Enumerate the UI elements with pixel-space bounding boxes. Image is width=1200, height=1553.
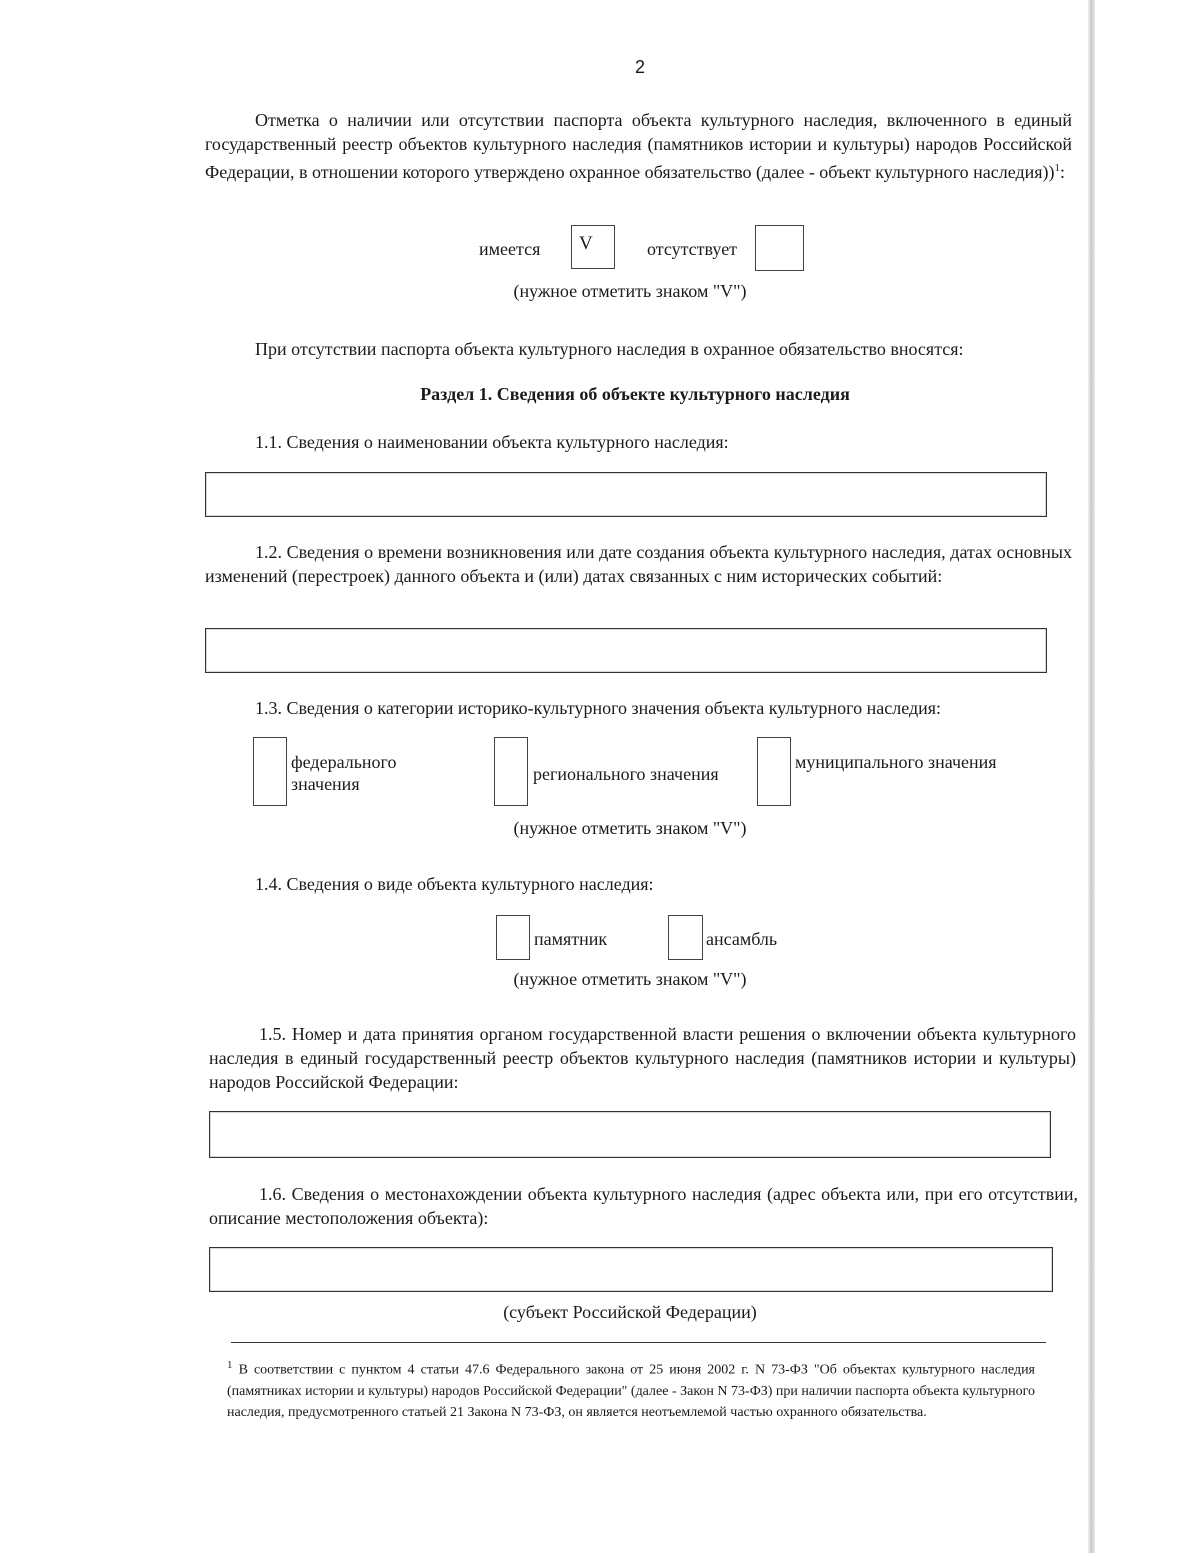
item-1-2-heading (205, 540, 1072, 588)
federal-checkbox[interactable] (253, 737, 287, 806)
item-1-2-field[interactable] (205, 628, 1047, 673)
passport-hint: (нужное отметить знаком "V") (513, 281, 747, 301)
passport-intro-paragraph: Отметка о наличии или отсутствии паспорта объекта культурного наследия, включенного в единый государственный реестр объектов культурного наследия (памятников истории и культуры) народов Российской Федерации, в отношении которого утверждено охранное обязательство (далее - объект культурного наследия))$^1$: (205, 110, 1072, 182)
section-1-title: Раздел 1. Сведения об объекте культурного наследия (420, 384, 850, 404)
passport-intro-text: Отметка о наличии или отсутствии паспорта объекта культурного наследия, включенного в единый государственный реестр объектов культурного наследия (памятников истории и культуры) народов Российской Федерации, в отношении которого утверждено охранное обязательство (далее - объект культурного наследия) (205, 110, 1072, 182)
item-1-5-text: 1.5. Номер и дата принятия органом государственной власти решения о включении объекта культурного наследия в единый государственный реестр объектов культурного наследия (памятников истории и культуры) народов Российской Федерации: (209, 1024, 1076, 1092)
footnote-mark: 1 (227, 1359, 233, 1371)
footnote-divider (231, 1342, 1046, 1343)
subject-caption: (субъект Российской Федерации) (503, 1302, 757, 1322)
item-1-5-field[interactable] (209, 1111, 1051, 1158)
item-1-2-text: 1.2. Сведения о времени возникновения или дате создания объекта культурного наследия, датах основных изменений (перестроек) данного объекта и (или) датах связанных с ним исторических событий: (205, 542, 1072, 586)
ensemble-label: ансамбль (706, 929, 778, 949)
monument-checkbox[interactable] (496, 915, 530, 960)
passport-intro-colon: : (1060, 162, 1066, 182)
item-1-6-text: 1.6. Сведения о местонахождении объекта культурного наследия (адрес объекта или, при его отсутствии, описание местоположения объекта): (209, 1184, 1078, 1228)
absence-note: При отсутствии паспорта объекта культурного наследия в охранное обязательство вносятся: (255, 339, 964, 359)
municipal-checkbox[interactable] (757, 737, 791, 806)
federal-label (291, 751, 396, 795)
federal-label-line1: федерального (291, 752, 397, 772)
item-1-6-heading (209, 1182, 1078, 1230)
footnote-ref: 1 (1054, 162, 1061, 174)
item-1-4-heading: 1.4. Сведения о виде объекта культурного наследия: (255, 874, 654, 894)
category-hint: (нужное отметить знаком "V") (513, 818, 747, 838)
item-1-6-field[interactable] (209, 1247, 1053, 1292)
passport-has-mark: V (579, 233, 593, 254)
federal-label-line2: значения (291, 774, 360, 794)
scan-edge (1088, 0, 1095, 1553)
item-1-5-heading (209, 1022, 1076, 1094)
monument-label: памятник (534, 929, 608, 949)
footnote (227, 1355, 1035, 1423)
passport-absent-checkbox[interactable] (755, 225, 804, 271)
passport-has-label: имеется (479, 239, 541, 259)
regional-label: регионального значения (533, 764, 719, 784)
passport-absent-label: отсутствует (647, 239, 738, 259)
item-1-1-field[interactable] (205, 472, 1047, 517)
footnote-text: В соответствии с пунктом 4 статьи 47.6 Федерального закона от 25 июня 2002 г. N 73-ФЗ "Об объектах культурного наследия (памятниках истории и культуры) народов Российской Федерации" (далее - Закон N 73-ФЗ) при наличии паспорта объекта культурного наследия, предусмотренного статьей 21 Закона N 73-ФЗ, он является неотъемлемой частью охранного обязательства. (227, 1362, 1035, 1420)
item-1-3-heading: 1.3. Сведения о категории историко-культурного значения объекта культурного наследия: (255, 698, 942, 718)
kind-hint: (нужное отметить знаком "V") (513, 969, 747, 989)
municipal-label: муниципального значения (795, 752, 997, 772)
passport-has-checkbox[interactable] (571, 225, 615, 269)
page-number: 2 (634, 57, 645, 77)
item-1-1-heading: 1.1. Сведения о наименовании объекта культурного наследия: (255, 432, 729, 452)
regional-checkbox[interactable] (494, 737, 528, 806)
ensemble-checkbox[interactable] (668, 915, 703, 960)
